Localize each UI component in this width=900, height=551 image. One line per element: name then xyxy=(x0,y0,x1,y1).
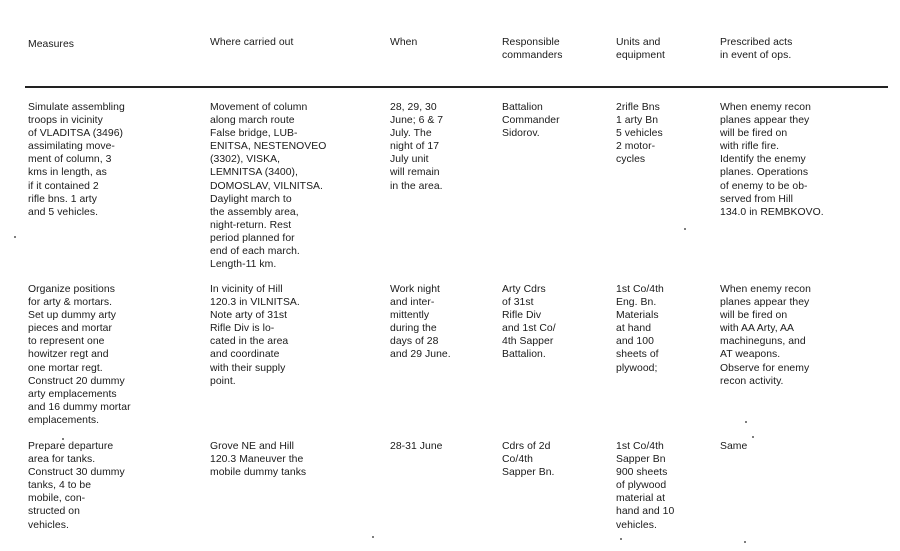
header-when: When xyxy=(390,37,418,48)
table-cell-units: 1st Co/4th Eng. Bn. Materials at hand and 100 sheets of plywood; xyxy=(616,284,664,374)
table-cell-where: Movement of column along march route False bridge, LUB- ENITSA, NESTENOVEO (3302), VISKA, LEMNITSA (3400), DOMOSLAV, VILNITSA. Daylight march to the assembly area, night-return. Rest period planned for end of each march. Length-11 km. xyxy=(210,102,327,271)
table-cell-units: 2rifle Bns 1 arty Bn 5 vehicles 2 motor- cycles xyxy=(616,102,663,166)
table-cell-where: Grove NE and Hill 120.3 Maneuver the mobile dummy tanks xyxy=(210,441,307,479)
table-cell-units: 1st Co/4th Sapper Bn 900 sheets of plywood material at hand and 10 vehicles. xyxy=(616,441,675,531)
table-cell-when: 28, 29, 30 June; 6 & 7 July. The night of 17 July unit will remain in the area. xyxy=(390,102,444,192)
header-units: Units and equipment xyxy=(616,37,665,62)
header-acts: Prescribed acts in event of ops. xyxy=(720,37,793,62)
table-cell-measures: Organize positions for arty & mortars. Set up dummy arty pieces and mortar to represent one howitzer regt and one mortar regt. Construct 20 dummy arty emplacements and 16 dummy mortar emplacements. xyxy=(28,284,131,426)
header-measures: Measures xyxy=(28,39,75,50)
header-divider xyxy=(25,86,888,88)
header-where: Where carried out xyxy=(210,37,294,48)
scan-speck xyxy=(744,541,746,543)
table-cell-when: 28-31 June xyxy=(390,441,443,452)
table-cell-when: Work night and inter- mittently during the days of 28 and 29 June. xyxy=(390,284,451,361)
table-cell-where: In vicinity of Hill 120.3 in VILNITSA. Note arty of 31st Rifle Div is lo- cated in the area and coordinate with their supply point. xyxy=(210,284,300,387)
scan-speck xyxy=(752,436,754,438)
header-commanders: Responsible commanders xyxy=(502,37,563,62)
table-cell-measures: Prepare departure area for tanks. Construct 30 dummy tanks, 4 to be mobile, con- structed on vehicles. xyxy=(28,441,125,531)
scan-speck xyxy=(372,536,374,538)
table-cell-commanders: Cdrs of 2d Co/4th Sapper Bn. xyxy=(502,441,555,479)
table-cell-acts: When enemy recon planes appear they will be fired on with AA Arty, AA machineguns, and AT weapons. Observe for enemy recon activity. xyxy=(720,284,811,387)
scan-speck xyxy=(62,438,64,440)
table-cell-measures: Simulate assembling troops in vicinity of VLADITSA (3496) assimilating move- ment of column, 3 kms in length, as if it contained 2 rifle bns. 1 arty and 5 vehicles. xyxy=(28,102,125,218)
scan-speck xyxy=(745,421,747,423)
table-cell-commanders: Arty Cdrs of 31st Rifle Div and 1st Co/ 4th Sapper Battalion. xyxy=(502,284,556,361)
scan-speck xyxy=(620,538,622,540)
table-cell-acts: Same xyxy=(720,441,748,452)
scan-speck xyxy=(14,236,16,238)
table-cell-commanders: Battalion Commander Sidorov. xyxy=(502,102,560,140)
scan-speck xyxy=(684,228,686,230)
table-cell-acts: When enemy recon planes appear they will be fired on with rifle fire. Identify the enemy planes. Operations of enemy to be ob- served from Hill 134.0 in REMBKOVO. xyxy=(720,102,824,218)
